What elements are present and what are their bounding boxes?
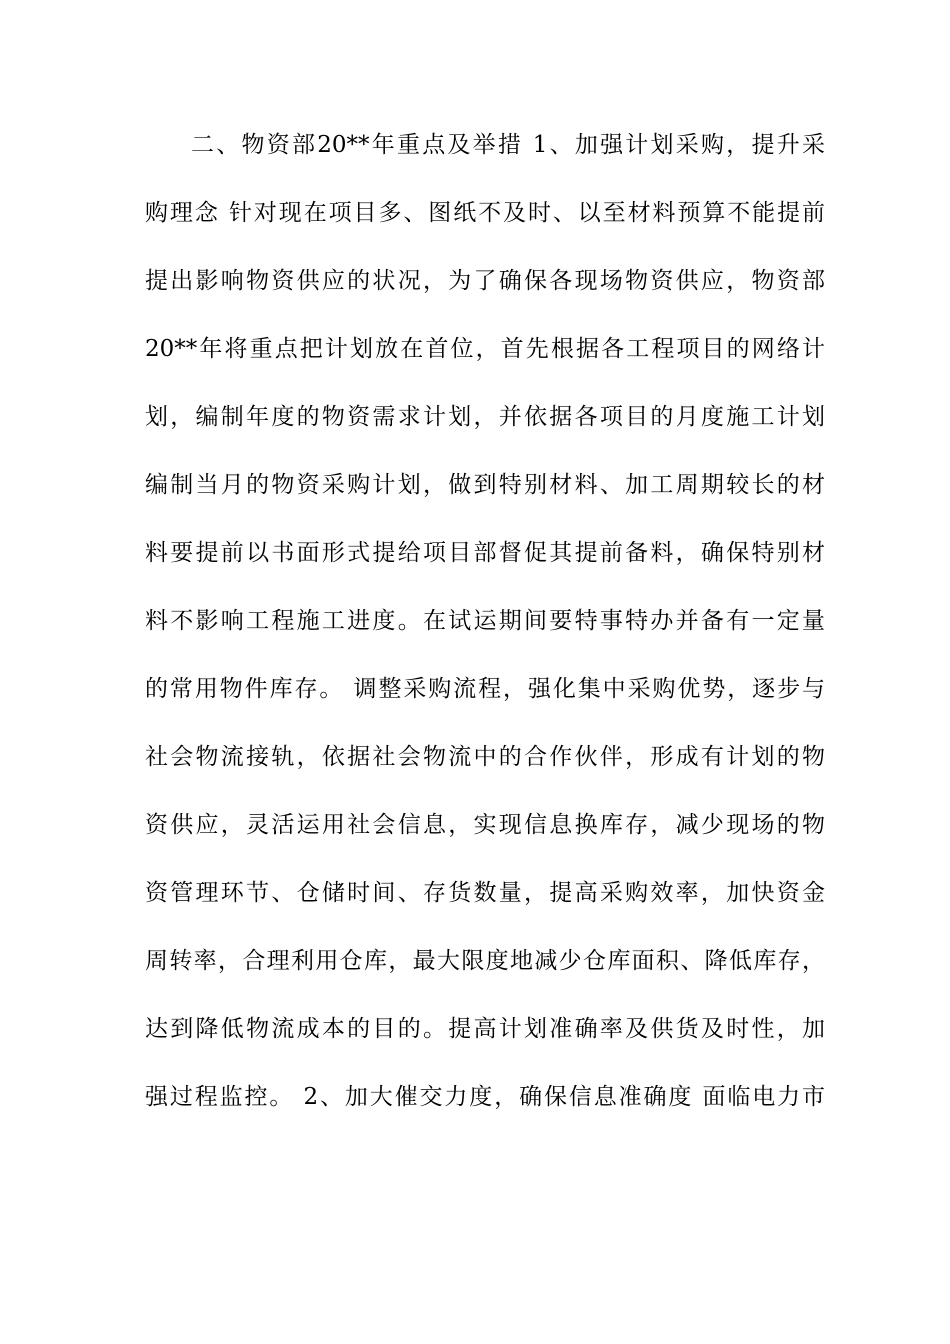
text-line: 料不影响工程施工进度。在试运期间要特事特办并备有一定量: [145, 608, 825, 634]
text-line: 强过程监控。 2、加大催交力度，确保信息准确度 面临电力市: [145, 1084, 825, 1110]
text-line: 资管理环节、仓储时间、存货数量，提高采购效率，加快资金: [145, 880, 825, 906]
text-line: 资供应，灵活运用社会信息，实现信息换库存，减少现场的物: [145, 812, 825, 838]
text-line: 购理念 针对现在项目多、图纸不及时、以至材料预算不能提前: [145, 200, 825, 226]
text-line: 的常用物件库存。 调整采购流程，强化集中采购优势，逐步与: [145, 676, 825, 702]
text-line: 社会物流接轨，依据社会物流中的合作伙伴，形成有计划的物: [145, 744, 825, 770]
text-line: 达到降低物流成本的目的。提高计划准确率及供货及时性，加: [145, 1016, 825, 1042]
body-paragraph: [145, 133, 825, 1153]
text-line: 料要提前以书面形式提给项目部督促其提前备料，确保特别材: [145, 540, 825, 566]
text-line: 周转率，合理利用仓库，最大限度地减少仓库面积、降低库存，: [145, 948, 825, 974]
text-line: 提出影响物资供应的状况，为了确保各现场物资供应，物资部: [145, 268, 825, 294]
text-line: 二、物资部20**年重点及举措 1、加强计划采购，提升采: [191, 132, 825, 158]
text-line: 20**年将重点把计划放在首位，首先根据各工程项目的网络计: [145, 336, 825, 362]
text-line: 编制当月的物资采购计划，做到特别材料、加工周期较长的材: [145, 472, 825, 498]
text-line: 划，编制年度的物资需求计划，并依据各项目的月度施工计划: [145, 404, 825, 430]
